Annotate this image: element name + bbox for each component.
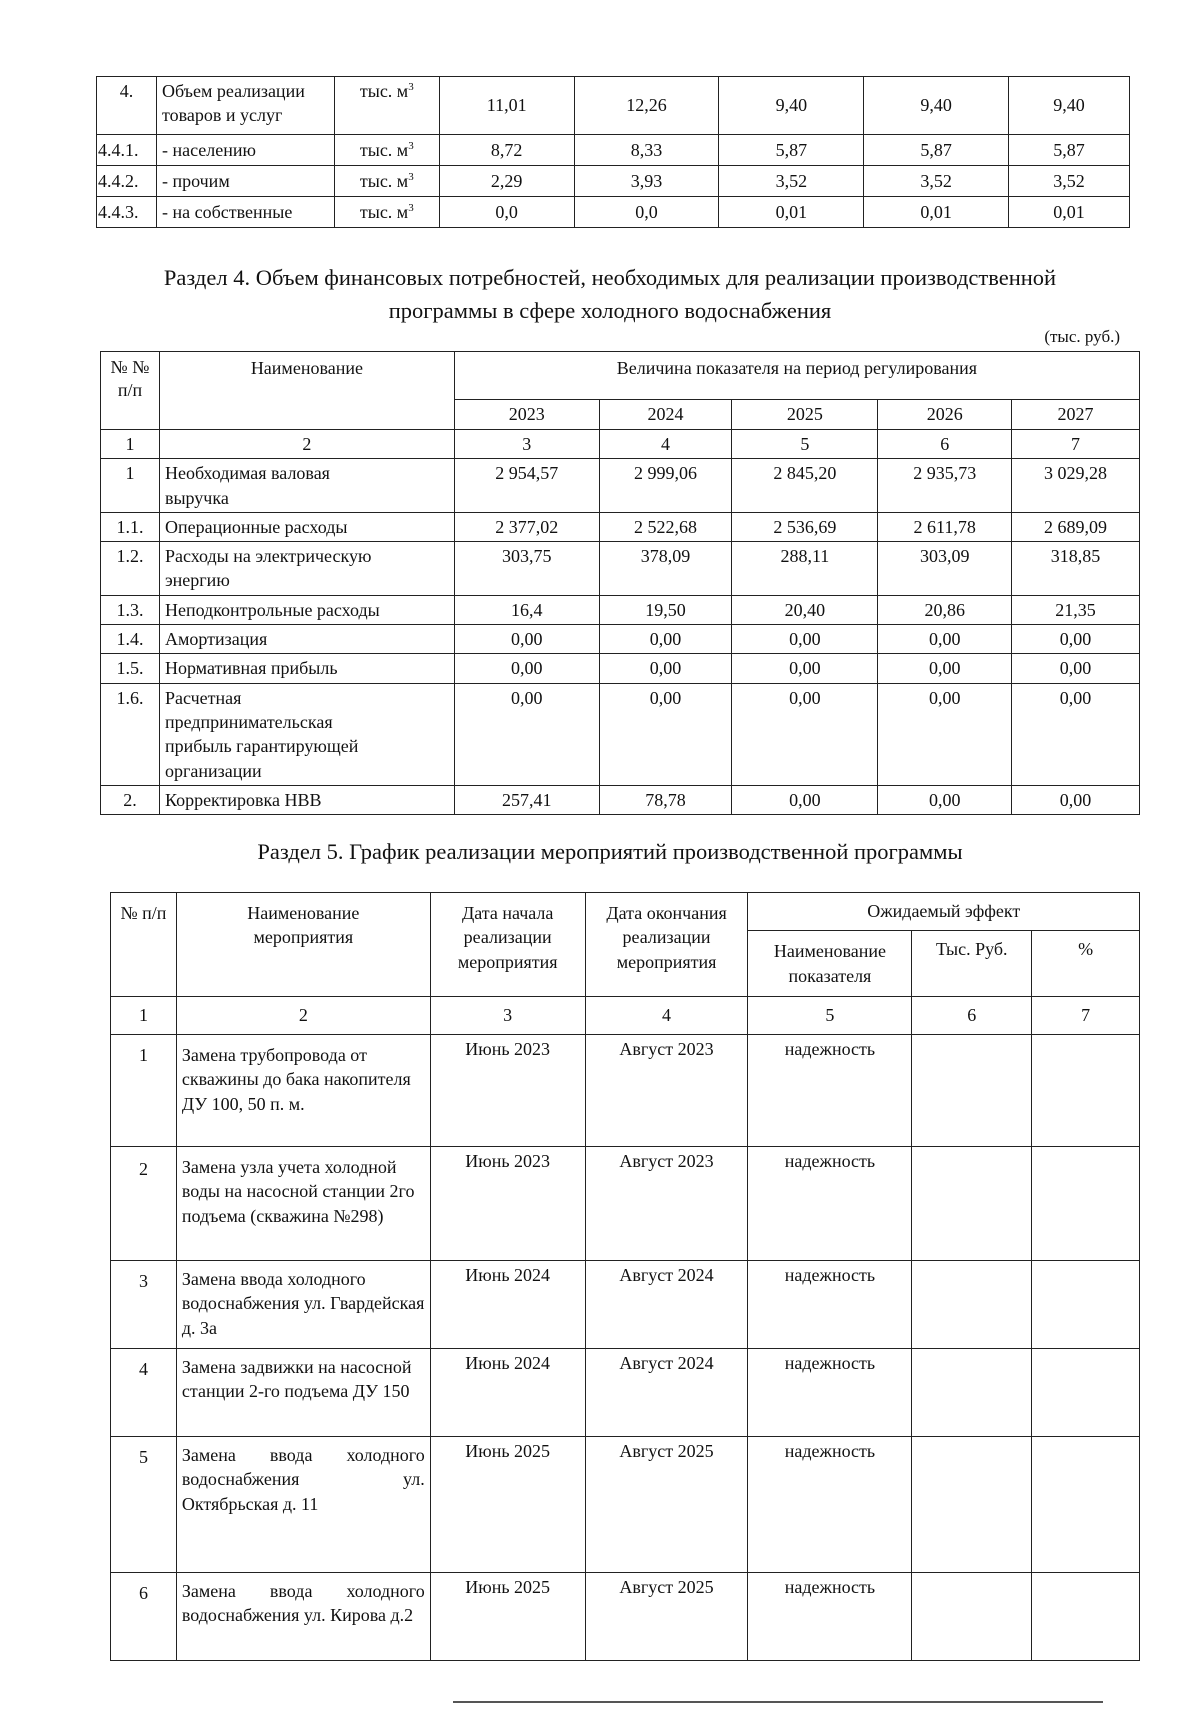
section4-title-line1: Раздел 4. Объем финансовых потребностей, необходимых для реализации производственной (163, 265, 1057, 290)
row-number: 1.5. (101, 654, 160, 683)
row-number: 1.1. (101, 512, 160, 541)
header-end: Дата окончания реализации мероприятия (585, 893, 748, 997)
table-row (101, 542, 1140, 596)
value-cell: 0,00 (732, 625, 878, 654)
row-end: Август 2023 (585, 1147, 748, 1261)
table-row (101, 459, 1140, 513)
row-name: Расходы на электрическую энергию (159, 542, 454, 596)
col-number: 6 (912, 997, 1032, 1035)
row-end: Август 2024 (585, 1261, 748, 1349)
row-name: Замена трубопровода от скважины до бака накопителя ДУ 100, 50 п. м. (176, 1035, 430, 1147)
value-cell: 20,86 (878, 595, 1012, 624)
effect-rub-cell (912, 1035, 1032, 1147)
row-effect: надежность (748, 1147, 912, 1261)
effect-rub-cell (912, 1573, 1032, 1661)
col-number: 7 (1012, 430, 1140, 459)
financial-needs-table (100, 351, 1140, 815)
row-number: 5 (111, 1437, 177, 1573)
header-effect-name: Наименование показателя (748, 931, 912, 997)
row-start: Июнь 2023 (430, 1147, 585, 1261)
row-name: Замена ввода холодного водоснабжения ул. Кирова д.2 (176, 1573, 430, 1661)
col-number: 5 (748, 997, 912, 1035)
row-unit: тыс. $м^3$ (334, 77, 439, 135)
row-name: Операционные расходы (159, 512, 454, 541)
value-cell: 0,00 (732, 654, 878, 683)
effect-rub-cell (912, 1437, 1032, 1573)
value-cell: 0,01 (864, 197, 1009, 228)
value-cell: 0,00 (878, 683, 1012, 785)
value-cell: 0,00 (454, 683, 599, 785)
table-row (101, 654, 1140, 683)
row-unit: тыс. $м^3$ (334, 135, 439, 166)
header-number: № № п/п (101, 352, 160, 430)
value-cell: 3 029,28 (1012, 459, 1140, 513)
table-row (101, 683, 1140, 785)
value-cell: 2 845,20 (732, 459, 878, 513)
row-number: 2 (111, 1147, 177, 1261)
row-start: Июнь 2025 (430, 1437, 585, 1573)
header-name: Наименование мероприятия (176, 893, 430, 997)
value-cell: 16,4 (454, 595, 599, 624)
value-cell: 0,00 (1012, 654, 1140, 683)
value-cell: 2 377,02 (454, 512, 599, 541)
value-cell: 2 611,78 (878, 512, 1012, 541)
value-cell: 11,01 (439, 77, 574, 135)
volume-table (96, 76, 1130, 228)
row-start: Июнь 2024 (430, 1349, 585, 1437)
table-row (97, 77, 1130, 135)
effect-pct-cell (1032, 1147, 1140, 1261)
col-number: 7 (1032, 997, 1140, 1035)
header-start: Дата начала реализации мероприятия (430, 893, 585, 997)
value-cell: 2 999,06 (599, 459, 732, 513)
table-row (97, 166, 1130, 197)
table-row (111, 1147, 1140, 1261)
row-name: - прочим (156, 166, 334, 197)
row-start: Июнь 2025 (430, 1573, 585, 1661)
row-number: 1.3. (101, 595, 160, 624)
value-cell: 5,87 (864, 135, 1009, 166)
table-row (111, 1573, 1140, 1661)
value-cell: 2,29 (439, 166, 574, 197)
row-name: Необходимая валовая выручка (159, 459, 454, 513)
row-effect: надежность (748, 1035, 912, 1147)
col-number: 2 (176, 997, 430, 1035)
table-row (101, 595, 1140, 624)
row-start: Июнь 2024 (430, 1261, 585, 1349)
row-number: 1.2. (101, 542, 160, 596)
effect-rub-cell (912, 1261, 1032, 1349)
table-row (111, 1035, 1140, 1147)
value-cell: 303,75 (454, 542, 599, 596)
table-row (111, 1261, 1140, 1349)
row-end: Август 2023 (585, 1035, 748, 1147)
row-unit: тыс. $м^3$ (334, 197, 439, 228)
value-cell: 3,52 (864, 166, 1009, 197)
value-cell: 303,09 (878, 542, 1012, 596)
value-cell: 0,00 (732, 683, 878, 785)
col-number: 4 (599, 430, 732, 459)
year-cell: 2023 (454, 400, 599, 430)
row-name: - на собственные (156, 197, 334, 228)
header-effect-rub: Тыс. Руб. (912, 931, 1032, 997)
table-row (101, 512, 1140, 541)
value-cell: 318,85 (1012, 542, 1140, 596)
value-cell: 2 536,69 (732, 512, 878, 541)
value-cell: 5,87 (1009, 135, 1130, 166)
value-cell: 0,00 (878, 625, 1012, 654)
value-cell: 8,72 (439, 135, 574, 166)
value-cell: 0,00 (878, 654, 1012, 683)
section5-title: Раздел 5. График реализации мероприятий производственной программы (257, 839, 963, 864)
year-cell: 2026 (878, 400, 1012, 430)
value-cell: 5,87 (719, 135, 864, 166)
effect-rub-cell (912, 1349, 1032, 1437)
value-cell: 288,11 (732, 542, 878, 596)
value-cell: 19,50 (599, 595, 732, 624)
value-cell: 0,00 (454, 654, 599, 683)
row-end: Август 2025 (585, 1437, 748, 1573)
col-number: 2 (159, 430, 454, 459)
effect-rub-cell (912, 1147, 1032, 1261)
value-cell: 0,00 (878, 785, 1012, 814)
value-cell: 20,40 (732, 595, 878, 624)
header-row (101, 352, 1140, 400)
value-cell: 0,00 (1012, 785, 1140, 814)
row-name: Неподконтрольные расходы (159, 595, 454, 624)
value-cell: 9,40 (864, 77, 1009, 135)
year-cell: 2024 (599, 400, 732, 430)
row-end: Август 2024 (585, 1349, 748, 1437)
section4-title (80, 262, 1140, 327)
column-number-row (111, 997, 1140, 1035)
header-name: Наименование (159, 352, 454, 430)
value-cell: 9,40 (1009, 77, 1130, 135)
row-name: Объем реализации товаров и услуг (156, 77, 334, 135)
row-name: Амортизация (159, 625, 454, 654)
value-cell: 378,09 (599, 542, 732, 596)
row-name: Замена задвижки на насосной станции 2-го подъема ДУ 150 (176, 1349, 430, 1437)
col-number: 5 (732, 430, 878, 459)
year-cell: 2025 (732, 400, 878, 430)
table-row (111, 1349, 1140, 1437)
table-row (97, 197, 1130, 228)
row-number: 1.6. (101, 683, 160, 785)
value-cell: 0,00 (1012, 625, 1140, 654)
value-cell: 0,00 (732, 785, 878, 814)
row-number: 4.4.2. (97, 166, 157, 197)
effect-pct-cell (1032, 1573, 1140, 1661)
header-effect-pct: % (1032, 931, 1140, 997)
header-effect: Ожидаемый эффект (748, 893, 1140, 931)
value-cell: 0,00 (454, 625, 599, 654)
year-cell: 2027 (1012, 400, 1140, 430)
value-cell: 0,0 (574, 197, 719, 228)
value-cell: 0,0 (439, 197, 574, 228)
row-effect: надежность (748, 1573, 912, 1661)
row-effect: надежность (748, 1437, 912, 1573)
table-row (101, 625, 1140, 654)
row-number: 6 (111, 1573, 177, 1661)
effect-pct-cell (1032, 1035, 1140, 1147)
row-effect: надежность (748, 1349, 912, 1437)
value-cell: 2 689,09 (1012, 512, 1140, 541)
value-cell: 0,00 (599, 683, 732, 785)
value-cell: 3,52 (1009, 166, 1130, 197)
row-number: 3 (111, 1261, 177, 1349)
value-cell: 2 935,73 (878, 459, 1012, 513)
col-number: 1 (111, 997, 177, 1035)
row-unit: тыс. $м^3$ (334, 166, 439, 197)
row-number: 4.4.3. (97, 197, 157, 228)
effect-pct-cell (1032, 1261, 1140, 1349)
table-row (101, 785, 1140, 814)
row-number: 2. (101, 785, 160, 814)
row-name: Замена ввода холодного водоснабжения ул. Октябрьская д. 11 (176, 1437, 430, 1573)
header-period: Величина показателя на период регулирования (454, 352, 1139, 400)
col-number: 6 (878, 430, 1012, 459)
value-cell: 8,33 (574, 135, 719, 166)
table-row (97, 135, 1130, 166)
row-effect: надежность (748, 1261, 912, 1349)
table-row (111, 1437, 1140, 1573)
header-number: № п/п (111, 893, 177, 997)
row-name: Расчетная предпринимательская прибыль гарантирующей организации (159, 683, 454, 785)
value-cell: 3,93 (574, 166, 719, 197)
header-row (111, 893, 1140, 931)
row-number: 1 (111, 1035, 177, 1147)
row-start: Июнь 2023 (430, 1035, 585, 1147)
row-name: Замена ввода холодного водоснабжения ул. Гвардейская д. 3а (176, 1261, 430, 1349)
section4-title-line2: программы в сфере холодного водоснабжения (388, 297, 832, 323)
column-number-row (101, 430, 1140, 459)
value-cell: 257,41 (454, 785, 599, 814)
col-number: 4 (585, 997, 748, 1035)
value-cell: 21,35 (1012, 595, 1140, 624)
row-end: Август 2025 (585, 1573, 748, 1661)
schedule-table (110, 892, 1140, 1661)
value-cell: 0,00 (599, 654, 732, 683)
col-number: 3 (454, 430, 599, 459)
value-cell: 0,00 (599, 625, 732, 654)
effect-pct-cell (1032, 1437, 1140, 1573)
value-cell: 9,40 (719, 77, 864, 135)
row-number: 4.4.1. (97, 135, 157, 166)
row-number: 4. (97, 77, 157, 135)
value-cell: 2 954,57 (454, 459, 599, 513)
row-name: Нормативная прибыль (159, 654, 454, 683)
row-number: 1.4. (101, 625, 160, 654)
section4-unit: (тыс. руб.) (1044, 327, 1120, 346)
row-name: Замена узла учета холодной воды на насосной станции 2го подъема (скважина №298) (176, 1147, 430, 1261)
row-number: 4 (111, 1349, 177, 1437)
value-cell: 2 522,68 (599, 512, 732, 541)
effect-pct-cell (1032, 1349, 1140, 1437)
value-cell: 0,00 (1012, 683, 1140, 785)
value-cell: 3,52 (719, 166, 864, 197)
col-number: 1 (101, 430, 160, 459)
row-name: Корректировка НВВ (159, 785, 454, 814)
value-cell: 78,78 (599, 785, 732, 814)
value-cell: 0,01 (1009, 197, 1130, 228)
row-number: 1 (101, 459, 160, 513)
col-number: 3 (430, 997, 585, 1035)
value-cell: 12,26 (574, 77, 719, 135)
value-cell: 0,01 (719, 197, 864, 228)
row-name: - населению (156, 135, 334, 166)
bottom-rule (453, 1701, 1103, 1703)
